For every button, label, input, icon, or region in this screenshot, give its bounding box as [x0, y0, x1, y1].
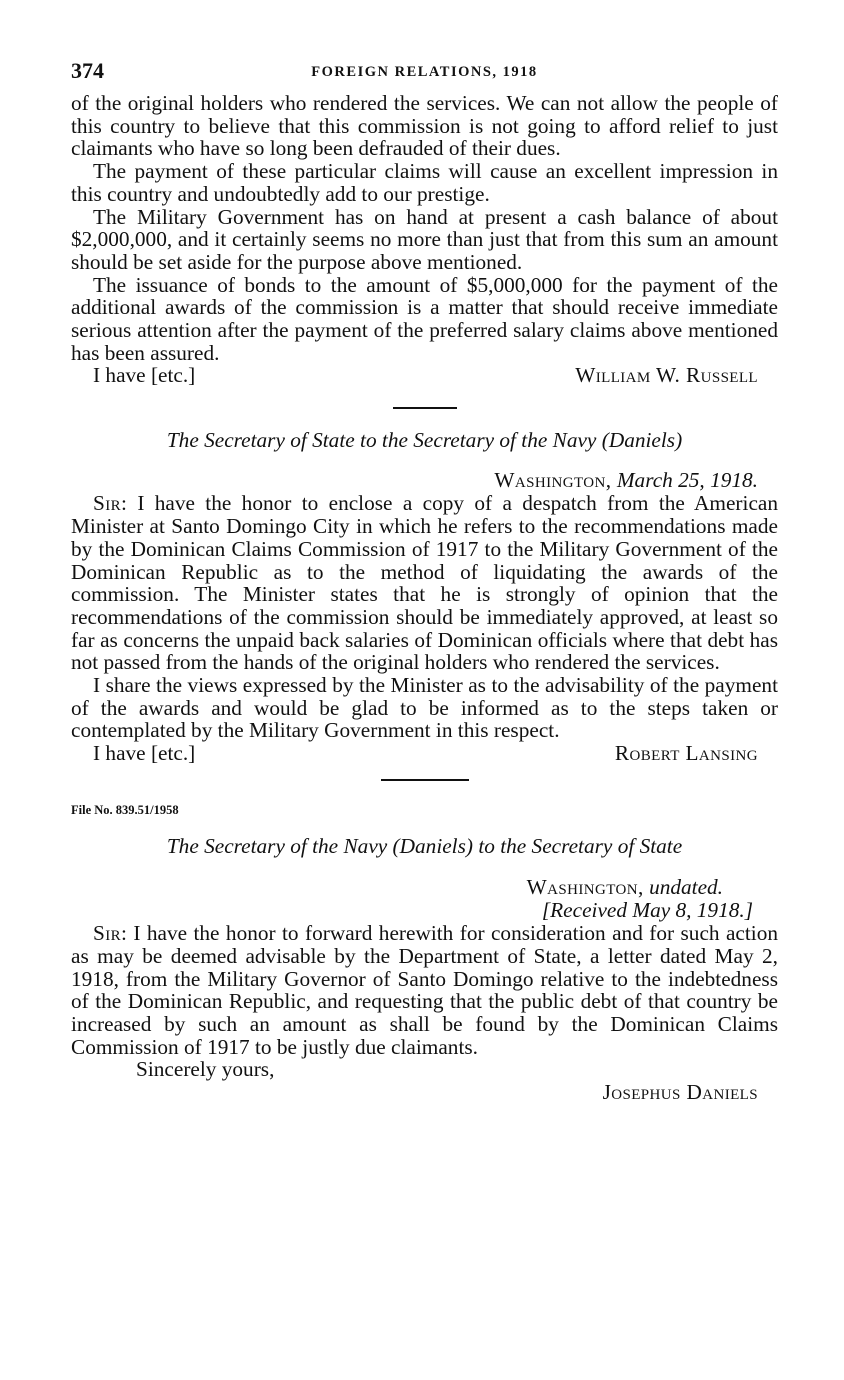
letter-heading [71, 834, 778, 858]
salutation-colon: : [121, 491, 127, 516]
paragraph-text: I have the honor to enclose a copy of a despatch from the American Minister at Santo Domingo City in which he refers to the recommendations made by the Dominican Claims Commission of 1917 to the Military Government of the Dominican Republic as to the method of liquidating the awards of the commission. The Minister states that he is strongly of opinion that the recommendations of the commission should be immediately approved, at least so far as concerns the unpaid back salaries of Dominican officials where that debt has not passed from the hands of the original holders who rendered the services. [71, 491, 778, 675]
section-divider [381, 779, 469, 781]
signature-line [71, 364, 778, 387]
section-divider [393, 407, 457, 409]
signature: Josephus Daniels [602, 1080, 758, 1105]
heading-text: ) to the Secretary of State [465, 834, 683, 859]
closing: I have [etc.] [93, 363, 196, 388]
signature-line [71, 1081, 778, 1104]
file-number: File No. 839.51/1958 [71, 803, 179, 818]
date: March 25, 1918. [616, 468, 758, 493]
salutation: Sir [93, 921, 122, 946]
dateline [71, 469, 778, 492]
dateline [71, 876, 778, 899]
page-number: 374 [71, 58, 104, 83]
paragraph: of the original holders who rendered the services. We can not allow the people of this country to believe that this commission is not going to afford relief to just claimants who have so long been defrauded of their dues. [71, 91, 778, 161]
paragraph: The issuance of bonds to the amount of $5,000,000 for the payment of the additional awards of the commission is a matter that should receive immediate serious attention after the payment of the preferred salary claims above mentioned has been assured. [71, 272, 778, 365]
salutation: Sir [93, 491, 122, 516]
paragraph: The Military Government has on hand at present a cash balance of about $2,000,000, and it certainly seems no more than just that from this sum an amount should be set aside for the purpose above mentioned. [71, 204, 778, 274]
paragraph: I share the views expressed by the Minister as to the advisability of the payment of the awards and would be glad to be informed as to the steps taken or contemplated by the Military Government in this respect. [71, 673, 778, 743]
letter-heading [71, 428, 778, 452]
date: undated. [649, 875, 723, 900]
page-header [71, 58, 778, 92]
date-place: Washington, [494, 468, 612, 493]
document-page [71, 58, 778, 1104]
paragraph: The payment of these particular claims will cause an excellent impression in this country and undoubtedly add to our prestige. [71, 159, 778, 206]
signature-line [71, 742, 778, 765]
heading-name: Daniels [399, 834, 466, 859]
signature: Robert Lansing [614, 741, 758, 766]
paragraph [71, 922, 778, 1058]
heading-text: The Secretary of the Navy ( [166, 834, 400, 859]
date-place: Washington, [526, 875, 644, 900]
heading-name: Daniels [608, 428, 676, 453]
signature: William W. Russell [575, 363, 758, 388]
heading-text: ) [675, 428, 683, 453]
salutation-colon: : [121, 921, 127, 946]
heading-text: The Secretary of State to the Secretary of the Navy ( [166, 428, 609, 453]
received-line: [Received May 8, 1918.] [541, 898, 753, 923]
running-title: FOREIGN RELATIONS, 1918 [311, 64, 538, 80]
paragraph [71, 492, 778, 674]
paragraph-text: I have the honor to forward herewith for consideration and for such action as may be deemed advisable by the Department of State, a letter dated May 2, 1918, from the Military Governor of Santo Domingo relative to the indebtedness of the Dominican Republic, and requesting that the public debt of that country be increased by such an amount as shall be found by the Dominican Claims Commission of 1917 to be justly due claimants. [71, 921, 778, 1059]
closing: Sincerely yours, [136, 1057, 275, 1082]
closing: I have [etc.] [93, 741, 196, 766]
